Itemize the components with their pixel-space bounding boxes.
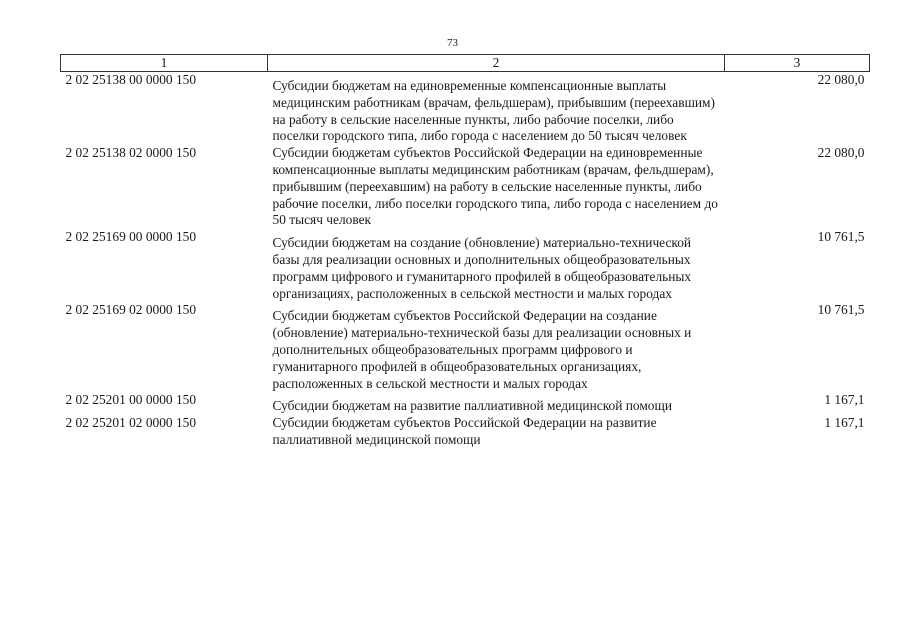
budget-amount: 1 167,1 [824,392,865,408]
budget-table [60,54,870,449]
budget-code: 2 02 25138 00 0000 150 [65,72,197,87]
budget-amount: 10 761,5 [817,229,865,245]
budget-description: Субсидии бюджетам на развитие паллиативной медицинской помощи [272,398,672,414]
table-row [61,415,870,449]
row-description-cell [268,229,725,302]
table-row [61,72,870,146]
budget-amount: 22 080,0 [817,72,865,87]
table-row [61,302,870,392]
budget-code: 2 02 25201 02 0000 150 [65,415,197,431]
budget-amount: 10 761,5 [817,302,865,318]
page-number: 73 [447,37,458,49]
budget-code: 2 02 25169 00 0000 150 [65,229,197,245]
row-description-cell [268,72,725,146]
column-header-code: 1 [61,55,268,72]
budget-description: Субсидии бюджетам на создание (обновление) материально-технической базы для реализации основных и дополнительных общеобразовательных программ цифрового и гуманитарного профилей в общеобразовательных организациях, расположенных в сельской местности и малых городах [272,235,692,301]
budget-code: 2 02 25169 02 0000 150 [65,302,197,318]
budget-amount: 1 167,1 [824,415,865,431]
budget-description: Субсидии бюджетам на единовременные компенсационные выплаты медицинским работникам (врачам, фельдшерам), прибывшим (переехавшим) на работу в сельские населенные пункты, либо рабочие поселки, либо поселки городского типа, либо города с населением до 50 тысяч человек [272,78,715,144]
table-row [61,392,870,415]
table-row [61,145,870,229]
budget-description: Субсидии бюджетам субъектов Российской Федерации на единовременные компенсационные выплаты медицинским работникам (врачам, фельдшерам), прибывшим (переехавшим) на работу в сельские населенные пункты, либо рабочие поселки, либо поселки городского типа, либо города с населением до 50 тысяч человек [272,145,718,228]
column-header-amount: 3 [725,55,870,72]
budget-description: Субсидии бюджетам субъектов Российской Федерации на развитие паллиативной медицинской помощи [272,415,657,447]
budget-description: Субсидии бюджетам субъектов Российской Федерации на создание (обновление) материально-технической базы для реализации основных и дополнительных общеобразовательных программ цифрового и гуманитарного профилей в общеобразовательных организациях, расположенных в сельской местности и малых городах [272,308,692,391]
table-row [61,229,870,302]
row-description-cell [268,415,725,449]
row-description-cell [268,145,725,229]
row-description-cell [268,392,725,415]
budget-code: 2 02 25138 02 0000 150 [65,145,197,161]
row-description-cell [268,302,725,392]
budget-code: 2 02 25201 00 0000 150 [65,392,197,408]
column-header-description: 2 [268,55,725,72]
budget-amount: 22 080,0 [817,145,865,161]
header-row [61,55,870,72]
